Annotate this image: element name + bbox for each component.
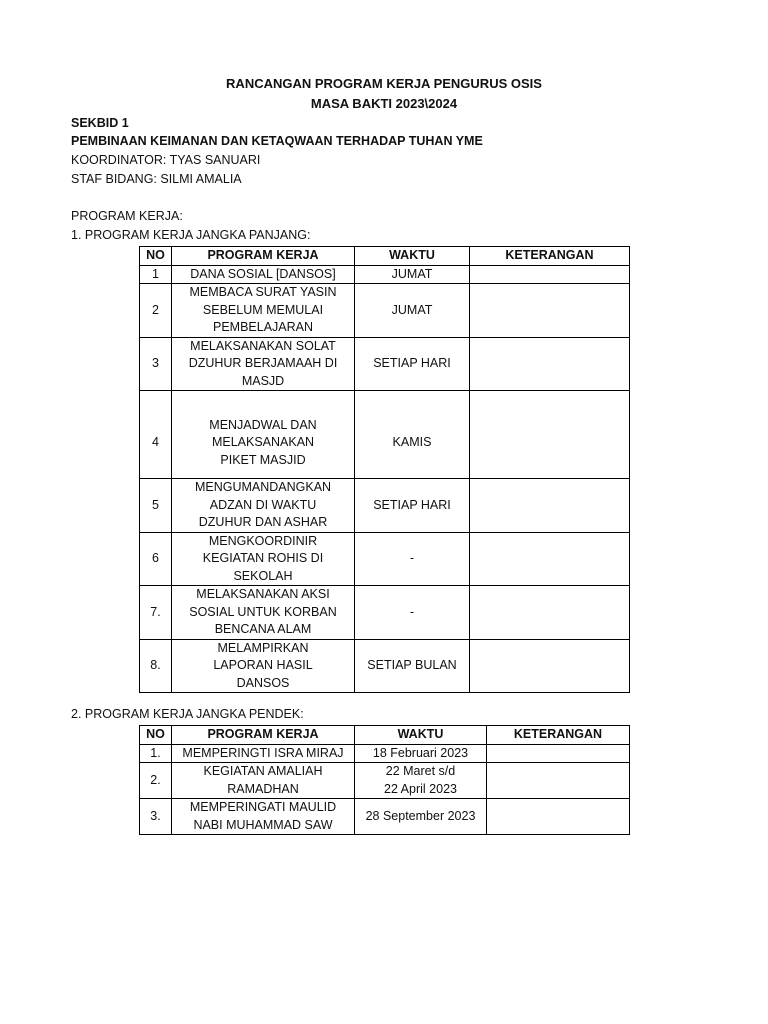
row-no: 8. xyxy=(140,639,172,693)
row-keterangan xyxy=(487,799,630,835)
row-no: 4 xyxy=(140,391,172,479)
row-keterangan xyxy=(470,532,630,586)
table-row xyxy=(140,763,630,799)
row-program: MELAKSANAKAN SOLAT DZUHUR BERJAMAAH DI MASJD xyxy=(172,337,355,391)
row-no: 1. xyxy=(140,744,172,763)
column-header-waktu: WAKTU xyxy=(355,247,470,266)
row-waktu: - xyxy=(355,532,470,586)
koordinator-label: KOORDINATOR: TYAS SANUARI xyxy=(71,153,261,167)
column-header-waktu: WAKTU xyxy=(355,726,487,745)
sekbid-label: SEKBID 1 xyxy=(71,116,129,130)
row-program: MELAMPIRKAN LAPORAN HASIL DANSOS xyxy=(172,639,355,693)
row-waktu: SETIAP BULAN xyxy=(355,639,470,693)
column-header-no: NO xyxy=(140,247,172,266)
table-row xyxy=(140,532,630,586)
row-keterangan xyxy=(487,763,630,799)
row-no: 2. xyxy=(140,763,172,799)
table-row xyxy=(140,744,630,763)
table-header-row xyxy=(140,247,630,266)
row-no: 7. xyxy=(140,586,172,640)
table-row xyxy=(140,586,630,640)
row-waktu: KAMIS xyxy=(355,391,470,479)
row-keterangan xyxy=(470,337,630,391)
row-waktu: 28 September 2023 xyxy=(355,799,487,835)
row-no: 2 xyxy=(140,284,172,338)
row-no: 3. xyxy=(140,799,172,835)
table-row xyxy=(140,337,630,391)
row-keterangan xyxy=(470,639,630,693)
row-waktu: 18 Februari 2023 xyxy=(355,744,487,763)
row-program: MEMPERINGTI ISRA MIRAJ xyxy=(172,744,355,763)
row-program: MEMBACA SURAT YASIN SEBELUM MEMULAI PEMBELAJARAN xyxy=(172,284,355,338)
row-waktu: JUMAT xyxy=(355,284,470,338)
row-waktu: JUMAT xyxy=(355,265,470,284)
table-row xyxy=(140,265,630,284)
table-header-row xyxy=(140,726,630,745)
row-program: MELAKSANAKAN AKSI SOSIAL UNTUK KORBAN BENCANA ALAM xyxy=(172,586,355,640)
row-program: MENGUMANDANGKAN ADZAN DI WAKTU DZUHUR DAN ASHAR xyxy=(172,479,355,533)
row-program: MENGKOORDINIR KEGIATAN ROHIS DI SEKOLAH xyxy=(172,532,355,586)
staf-label: STAF BIDANG: SILMI AMALIA xyxy=(71,172,242,186)
row-waktu: SETIAP HARI xyxy=(355,337,470,391)
row-no: 5 xyxy=(140,479,172,533)
table-row xyxy=(140,639,630,693)
row-keterangan xyxy=(470,586,630,640)
row-keterangan xyxy=(470,391,630,479)
column-header-no: NO xyxy=(140,726,172,745)
column-header-program: PROGRAM KERJA xyxy=(172,726,355,745)
short-term-table xyxy=(139,725,630,835)
row-waktu: SETIAP HARI xyxy=(355,479,470,533)
table-row xyxy=(140,284,630,338)
row-keterangan xyxy=(470,265,630,284)
row-program: MEMPERINGATI MAULID NABI MUHAMMAD SAW xyxy=(172,799,355,835)
long-term-table xyxy=(139,246,630,693)
document-title-line2: MASA BAKTI 2023\2024 xyxy=(310,96,458,111)
short-term-heading: 2. PROGRAM KERJA JANGKA PENDEK: xyxy=(71,707,304,721)
table-row xyxy=(140,391,630,479)
bidang-label: PEMBINAAN KEIMANAN DAN KETAQWAAN TERHADAP TUHAN YME xyxy=(71,134,483,148)
long-term-heading: 1. PROGRAM KERJA JANGKA PANJANG: xyxy=(71,228,311,242)
row-keterangan xyxy=(470,284,630,338)
column-header-keterangan: KETERANGAN xyxy=(470,247,630,266)
table-row xyxy=(140,799,630,835)
row-program: KEGIATAN AMALIAH RAMADHAN xyxy=(172,763,355,799)
column-header-keterangan: KETERANGAN xyxy=(487,726,630,745)
row-keterangan xyxy=(470,479,630,533)
document-title-line1: RANCANGAN PROGRAM KERJA PENGURUS OSIS xyxy=(226,76,542,91)
row-keterangan xyxy=(487,744,630,763)
table-row xyxy=(140,479,630,533)
row-no: 1 xyxy=(140,265,172,284)
row-no: 6 xyxy=(140,532,172,586)
row-waktu: 22 Maret s/d 22 April 2023 xyxy=(355,763,487,799)
row-program: MENJADWAL DAN MELAKSANAKAN PIKET MASJID xyxy=(172,391,355,479)
row-program: DANA SOSIAL [DANSOS] xyxy=(172,265,355,284)
program-kerja-label: PROGRAM KERJA: xyxy=(71,209,183,223)
row-no: 3 xyxy=(140,337,172,391)
column-header-program: PROGRAM KERJA xyxy=(172,247,355,266)
row-waktu: - xyxy=(355,586,470,640)
